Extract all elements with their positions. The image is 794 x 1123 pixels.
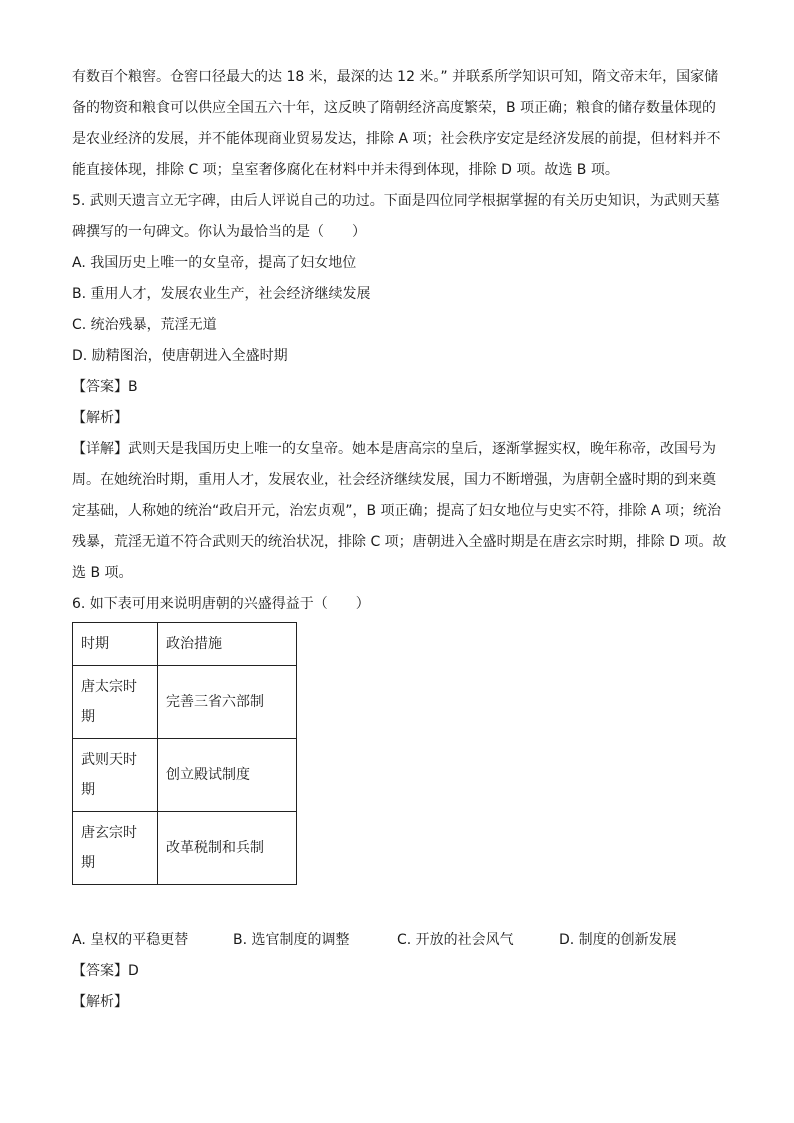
document-page bbox=[72, 62, 727, 1018]
table-cell-measure: 完善三省六部制 bbox=[158, 666, 297, 739]
table-header-cell: 时期 bbox=[73, 623, 158, 666]
options-row bbox=[72, 925, 724, 956]
table-cell-measure: 改革税制和兵制 bbox=[158, 812, 297, 885]
option-c: C. 统治残暴，荒淫无道 bbox=[72, 317, 217, 333]
text-line: 是农业经济的发展，并不能体现商业贸易发达，排除 A 项；社会秩序安定是经济发展的前提，但材料并不 bbox=[72, 131, 721, 147]
table-cell-period: 唐太宗时期 bbox=[73, 666, 158, 739]
question-stem-line: 碑撰写的一句碑文。你认为最恰当的是（ ） bbox=[72, 224, 366, 240]
detail-line: 【详解】武则天是我国历史上唯一的女皇帝。她本是唐高宗的皇后，逐渐掌握实权，晚年称帝，改国号为 bbox=[72, 441, 716, 457]
option-a: A. 我国历史上唯一的女皇帝，提高了妇女地位 bbox=[72, 255, 357, 271]
table-header-row bbox=[73, 623, 297, 666]
analysis-label: 【解析】 bbox=[72, 410, 128, 426]
option-d: D. 制度的创新发展 bbox=[559, 932, 677, 948]
option-b: B. 选官制度的调整 bbox=[233, 932, 350, 948]
detail-line: 选 B 项。 bbox=[72, 565, 133, 581]
table-row bbox=[73, 666, 297, 739]
table-row bbox=[73, 812, 297, 885]
analysis-label: 【解析】 bbox=[72, 994, 128, 1010]
option-b: B. 重用人才，发展农业生产，社会经济继续发展 bbox=[72, 286, 371, 302]
table-cell-period: 武则天时期 bbox=[73, 739, 158, 812]
question-stem: 6. 如下表可用来说明唐朝的兴盛得益于（ ） bbox=[72, 596, 370, 612]
detail-line: 周。在她统治时期，重用人才，发展农业，社会经济继续发展，国力不断增强，为唐朝全盛时期的到来奠 bbox=[72, 472, 716, 488]
previous-explanation bbox=[72, 62, 724, 186]
table-row bbox=[73, 739, 297, 812]
detail-line: 定基础，人称她的统治“政启开元，治宏贞观”，B 项正确；提高了妇女地位与史实不符，排除 A 项；统治 bbox=[72, 503, 722, 519]
question-6 bbox=[72, 589, 724, 1018]
question-5 bbox=[72, 186, 727, 589]
table-cell-period: 唐玄宗时期 bbox=[73, 812, 158, 885]
table-cell-measure: 创立殿试制度 bbox=[158, 739, 297, 812]
option-c: C. 开放的社会风气 bbox=[397, 932, 514, 948]
table-header-cell: 政治措施 bbox=[158, 623, 297, 666]
option-d: D. 励精图治，使唐朝进入全盛时期 bbox=[72, 348, 288, 364]
text-line: 备的物资和粮食可以供应全国五六十年，这反映了隋朝经济高度繁荣，B 项正确；粮食的储存数量体现的 bbox=[72, 100, 717, 116]
option-a: A. 皇权的平稳更替 bbox=[72, 932, 189, 948]
answer-label: 【答案】B bbox=[72, 379, 138, 395]
measures-table bbox=[72, 622, 297, 885]
text-line: 能直接体现，排除 C 项；皇室奢侈腐化在材料中并未得到体现，排除 D 项。故选 B 项。 bbox=[72, 162, 619, 178]
text-line: 有数百个粮窖。仓窖口径最大的达 18 米，最深的达 12 米。” 并联系所学知识可知，隋文帝末年，国家储 bbox=[72, 69, 719, 85]
answer-label: 【答案】D bbox=[72, 963, 139, 979]
question-stem-line: 5. 武则天遗言立无字碑，由后人评说自己的功过。下面是四位同学根据掌握的有关历史知识，为武则天墓 bbox=[72, 193, 720, 209]
detail-line: 残暴，荒淫无道不符合武则天的统治状况，排除 C 项；唐朝进入全盛时期是在唐玄宗时期，排除 D 项。故 bbox=[72, 534, 727, 550]
